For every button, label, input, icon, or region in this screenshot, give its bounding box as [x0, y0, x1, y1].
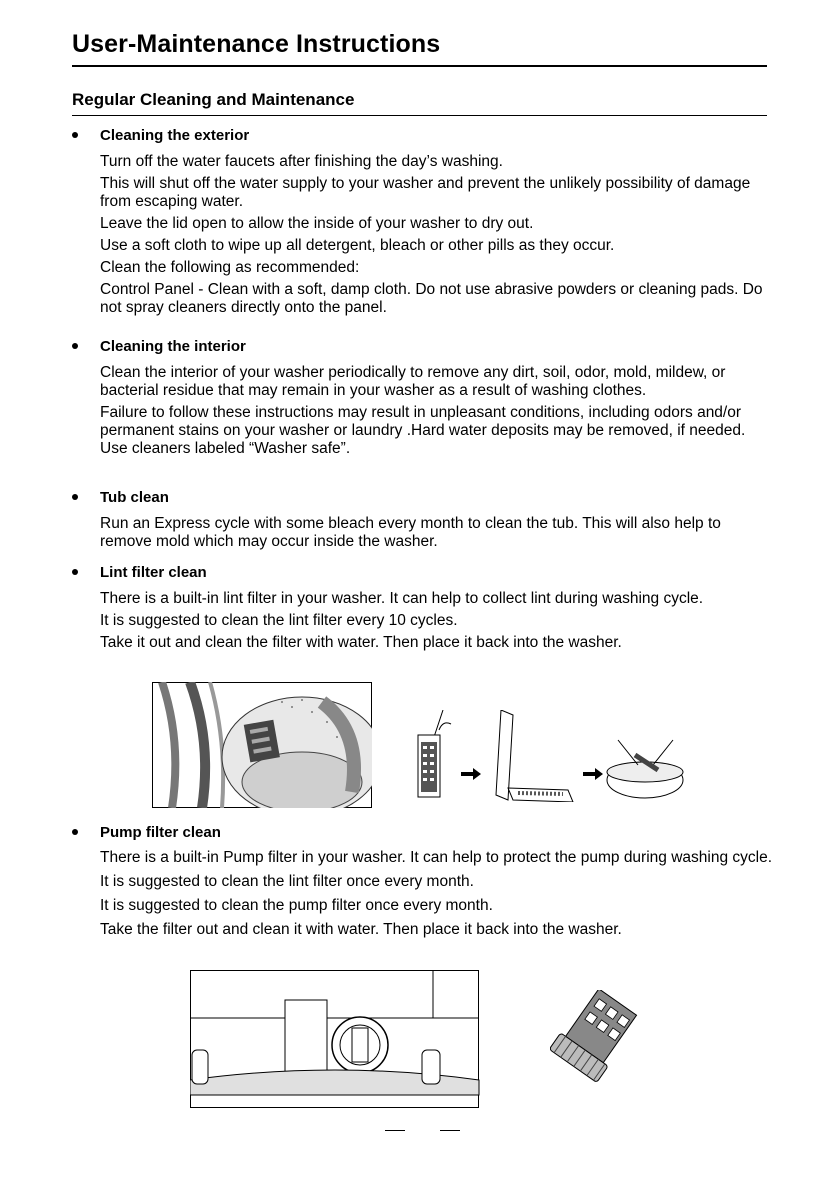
- bullet-icon: [72, 494, 78, 500]
- section-tub-clean: [72, 488, 772, 551]
- section-heading: Regular Cleaning and Maintenance: [72, 90, 355, 109]
- lint-filter-steps-figure: [413, 710, 688, 802]
- title-rule: [72, 65, 767, 67]
- bullet-icon: [72, 343, 78, 349]
- bullet-icon: [72, 132, 78, 138]
- bullet-icon: [72, 569, 78, 575]
- paragraph: Turn off the water faucets after finishing the day’s washing.: [100, 153, 503, 170]
- section-pump-filter: [72, 823, 772, 942]
- section-title: Lint filter clean: [100, 564, 207, 581]
- paragraph: There is a built-in Pump filter in your washer. It can help to protect the pump during washing cycle.: [100, 849, 773, 866]
- page-title: User-Maintenance Instructions: [72, 30, 441, 58]
- section-title: Pump filter clean: [100, 824, 221, 841]
- paragraph: Clean the interior of your washer periodically to remove any dirt, soil, odor, mold, mildew, or bacterial residue that may remain in your washer as a result of washing clothes.: [100, 364, 726, 399]
- bullet-icon: [72, 829, 78, 835]
- section-cleaning-interior: [72, 337, 772, 458]
- paragraph: Failure to follow these instructions may result in unpleasant conditions, including odors and/or permanent stains on your washer or laundry .Hard water deposits may be removed, if needed. Use cleaners labeled “Washer safe”.: [100, 404, 746, 457]
- arrow-right-icon: [461, 768, 481, 780]
- paragraph: Take the filter out and clean it with water. Then place it back into the washer.: [100, 921, 622, 938]
- paragraph: There is a built-in lint filter in your washer. It can help to collect lint during washing cycle.: [100, 590, 704, 607]
- paragraph: Run an Express cycle with some bleach every month to clean the tub. This will also help to remove mold which may occur inside the washer.: [100, 515, 721, 550]
- section-title: Cleaning the exterior: [100, 127, 250, 144]
- footer-mark: [440, 1130, 460, 1131]
- footer-mark: [385, 1130, 405, 1131]
- arrow-right-icon: [583, 768, 603, 780]
- pump-filter-washer-base-figure: [190, 970, 480, 1108]
- lint-filter-drum-figure: [152, 682, 372, 808]
- paragraph: This will shut off the water supply to your washer and prevent the unlikely possibility of damage from escaping water.: [100, 175, 751, 210]
- paragraph: It is suggested to clean the lint filter once every month.: [100, 873, 474, 890]
- paragraph: Leave the lid open to allow the inside of your washer to dry out.: [100, 215, 534, 232]
- paragraph: Take it out and clean the filter with water. Then place it back into the washer.: [100, 634, 622, 651]
- paragraph: Use a soft cloth to wipe up all detergent, bleach or other pills as they occur.: [100, 237, 615, 254]
- paragraph: It is suggested to clean the pump filter once every month.: [100, 897, 493, 914]
- paragraph: Control Panel - Clean with a soft, damp cloth. Do not use abrasive powders or cleaning pads. Do not spray cleaners directly onto the panel.: [100, 281, 763, 316]
- paragraph: Clean the following as recommended:: [100, 259, 360, 276]
- heading-rule: [72, 115, 767, 116]
- pump-filter-cartridge-figure: [550, 990, 650, 1082]
- section-lint-filter: [72, 563, 772, 652]
- section-cleaning-exterior: [72, 126, 772, 317]
- section-title: Cleaning the interior: [100, 338, 246, 355]
- section-title: Tub clean: [100, 489, 169, 506]
- paragraph: It is suggested to clean the lint filter every 10 cycles.: [100, 612, 458, 629]
